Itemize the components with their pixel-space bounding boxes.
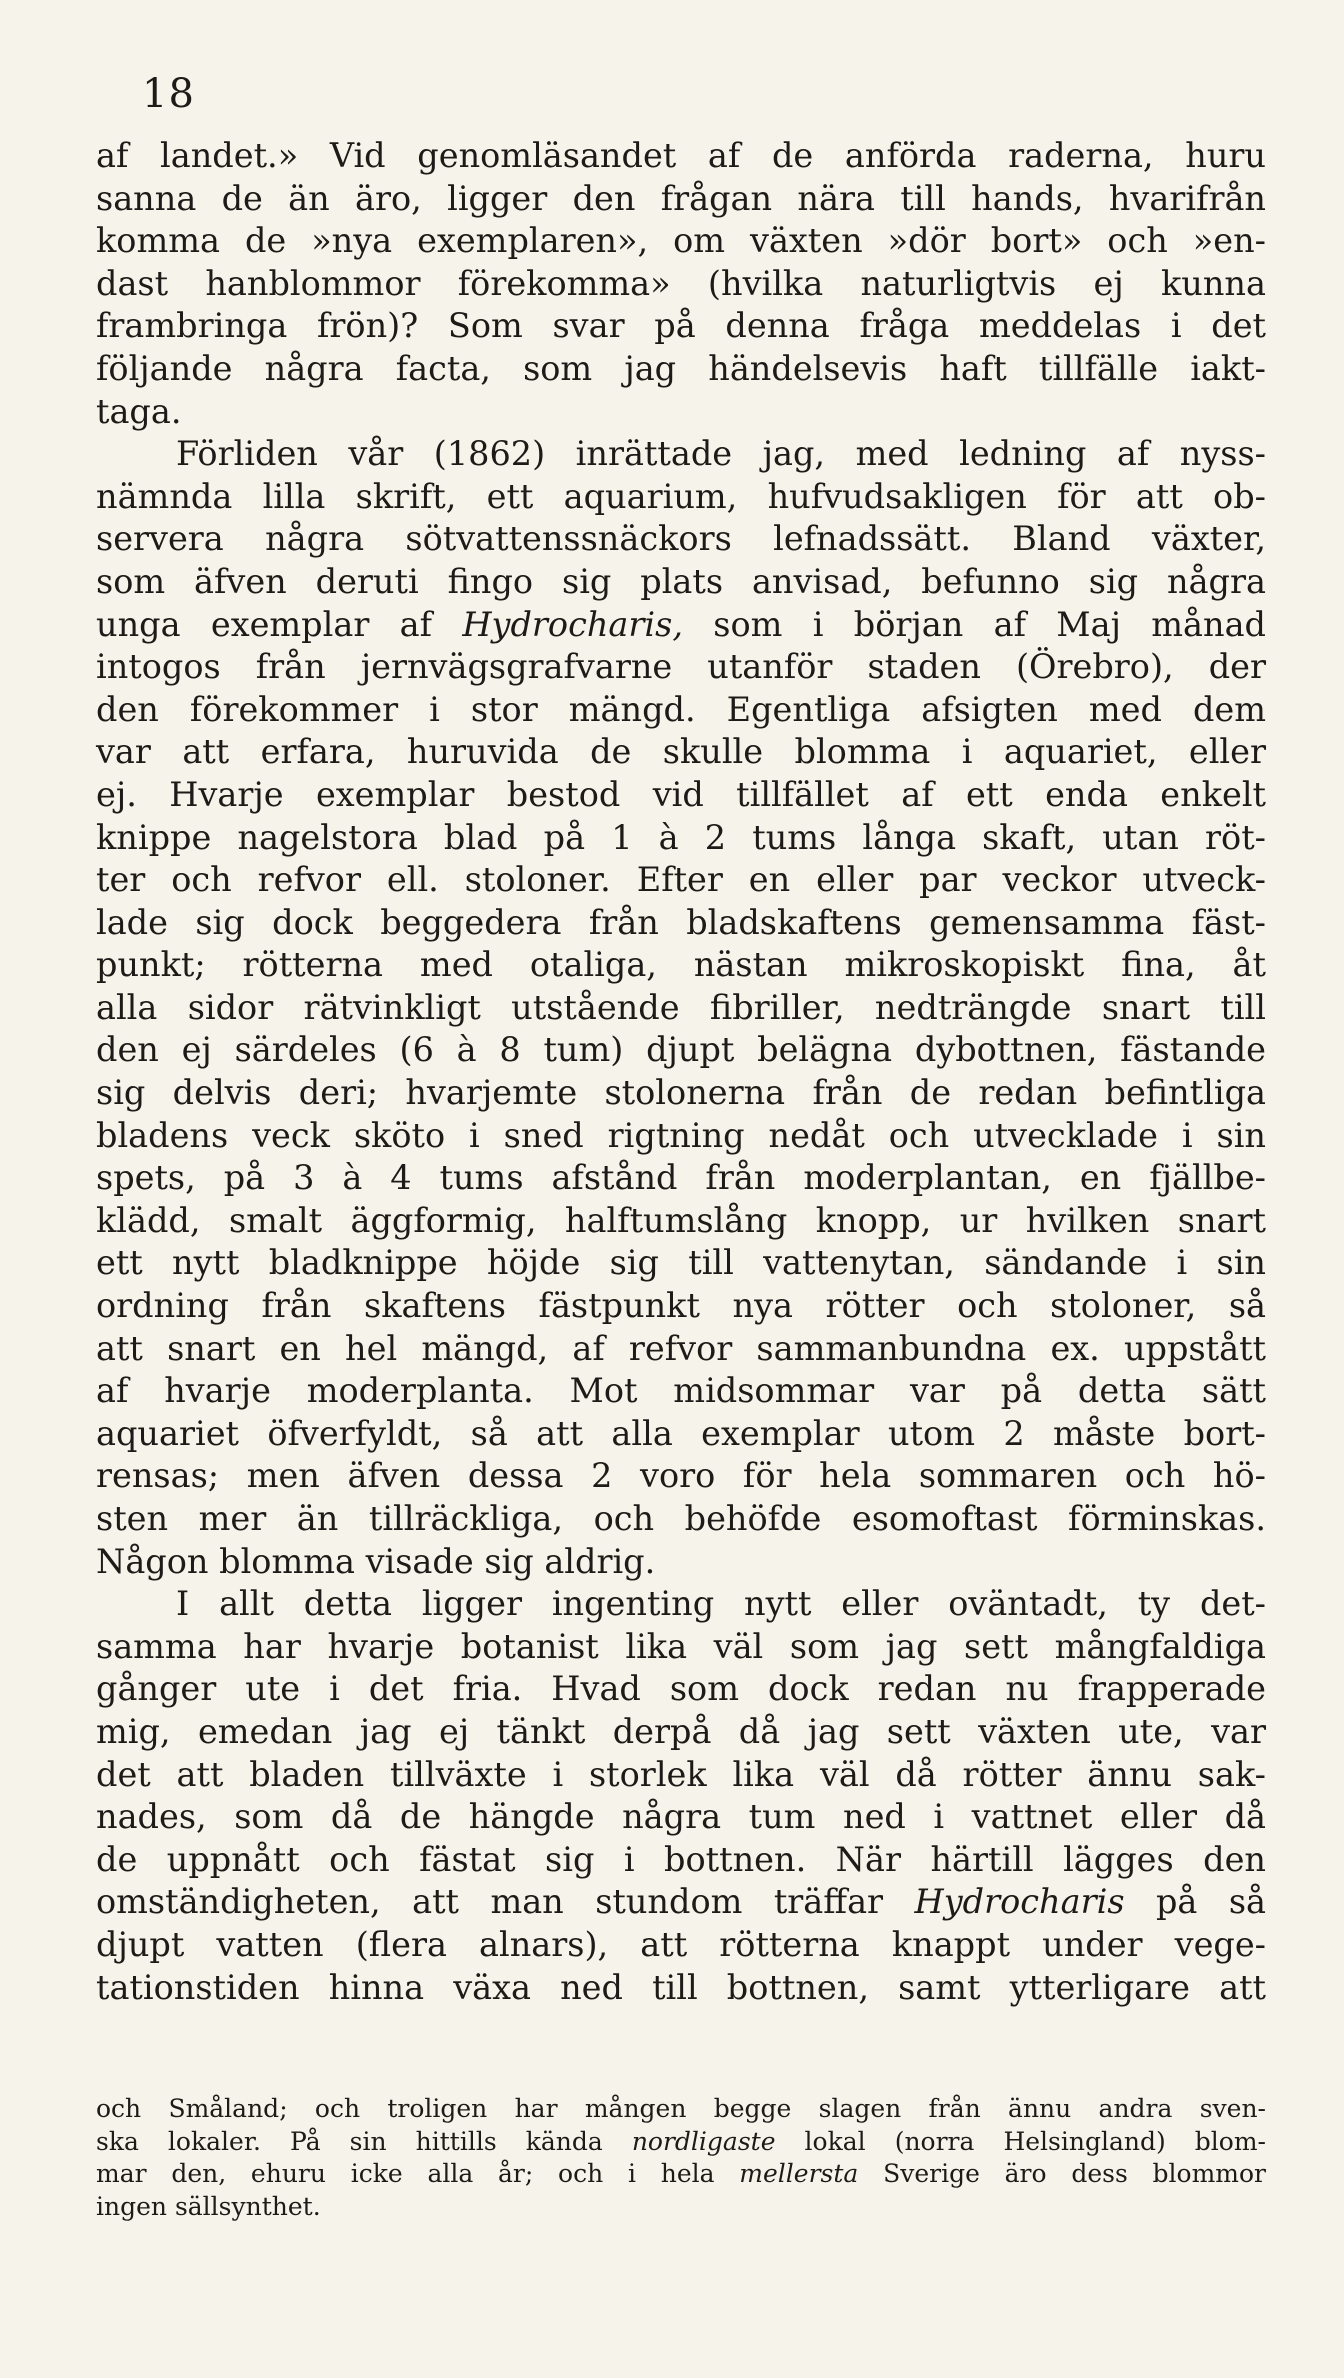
text-line: punkt; rötterna med otaliga, nästan mikroskopiskt fina, åt bbox=[96, 945, 1266, 985]
text-line: klädd, smalt äggformig, halftumslång knopp, ur hvilken snart bbox=[96, 1200, 1266, 1240]
text-line: att snart en hel mängd, af refvor sammanbundna ex. uppstått bbox=[96, 1328, 1266, 1368]
text-line: mig, emedan jag ej tänkt derpå då jag sett växten ute, var bbox=[96, 1711, 1266, 1751]
text-line: unga exemplar af Hydrocharis, som i början af Maj månad bbox=[96, 604, 1267, 644]
text-line: aquariet öfverfyldt, så att alla exemplar utom 2 måste bort- bbox=[96, 1413, 1266, 1453]
text-line: dast hanblommor förekomma» (hvilka naturligtvis ej kunna bbox=[96, 263, 1266, 303]
text-line: nades, som då de hängde några tum ned i vattnet eller då bbox=[96, 1797, 1266, 1837]
italic-term: Hydrocharis bbox=[914, 1882, 1125, 1922]
footnote-line: ingen sällsynthet. bbox=[96, 2191, 321, 2221]
text-line: bladens veck sköto i sned rigtning nedåt och utvecklade i sin bbox=[96, 1115, 1266, 1155]
text-line: följande några facta, som jag händelsevis haft tillfälle iakt- bbox=[96, 348, 1266, 388]
footnote bbox=[96, 2093, 1266, 2223]
text-line: den förekommer i stor mängd. Egentliga afsigten med dem bbox=[96, 689, 1266, 729]
text-line: gånger ute i det fria. Hvad som dock redan nu frapperade bbox=[96, 1669, 1266, 1709]
text-line: nämnda lilla skrift, ett aquarium, hufvudsakligen för att ob- bbox=[96, 476, 1266, 516]
text-line: som äfven deruti fingo sig plats anvisad, befunno sig några bbox=[96, 561, 1266, 601]
text-line: tationstiden hinna växa ned till bottnen, samt ytterligare att bbox=[96, 1967, 1266, 2007]
text-line: taga. bbox=[96, 391, 182, 431]
text-line: Någon blomma visade sig aldrig. bbox=[96, 1541, 656, 1581]
text-line: spets, på 3 à 4 tums afstånd från moderplantan, en fjällbe- bbox=[96, 1158, 1266, 1198]
text-line: de uppnått och fästat sig i bottnen. När härtill lägges den bbox=[96, 1839, 1266, 1879]
text-line: servera några sötvattenssnäckors lefnadssätt. Bland växter, bbox=[96, 519, 1266, 559]
text-line: frambringa frön)? Som svar på denna fråga meddelas i det bbox=[96, 306, 1266, 346]
text-line: ej. Hvarje exemplar bestod vid tillfället af ett enda enkelt bbox=[96, 774, 1266, 814]
italic-term: nordligaste bbox=[631, 2126, 776, 2156]
text-line: intogos från jernvägsgrafvarne utanför staden (Örebro), der bbox=[96, 647, 1266, 687]
text-line: sten mer än tillräckliga, och behöfde esomoftast förminskas. bbox=[96, 1499, 1266, 1538]
text-line: knippe nagelstora blad på 1 à 2 tums långa skaft, utan röt- bbox=[96, 817, 1266, 857]
text-line: det att bladen tillväxte i storlek lika väl då rötter ännu sak- bbox=[96, 1754, 1266, 1794]
footnote-line: och Småland; och troligen har mången begge slagen från ännu andra sven- bbox=[96, 2094, 1266, 2123]
text-line: ett nytt bladknippe höjde sig till vattenytan, sändande i sin bbox=[96, 1243, 1266, 1283]
body-text bbox=[96, 135, 1266, 2009]
text-line: omständigheten, att man stundom träffar Hydrocharis på så bbox=[96, 1882, 1266, 1922]
text-line: djupt vatten (flera alnars), att rötterna knappt under vege- bbox=[96, 1924, 1266, 1964]
page-number: 18 bbox=[142, 71, 195, 117]
text-line: sanna de än äro, ligger den frågan nära till hands, hvarifrån bbox=[96, 178, 1266, 218]
text-line: sig delvis deri; hvarjemte stolonerna från de redan befintliga bbox=[96, 1073, 1266, 1113]
text-line: var att erfara, huruvida de skulle blomma i aquariet, eller bbox=[96, 732, 1266, 772]
text-line: ter och refvor ell. stoloner. Efter en eller par veckor utveck- bbox=[96, 860, 1266, 900]
text-line: alla sidor rätvinkligt utstående fibriller, nedträngde snart till bbox=[96, 987, 1266, 1027]
text-line: ordning från skaftens fästpunkt nya rötter och stoloner, så bbox=[96, 1286, 1266, 1326]
footnote-line: mar den, ehuru icke alla år; och i hela mellersta Sverige äro dess blommor bbox=[96, 2159, 1266, 2188]
italic-term: mellersta bbox=[739, 2159, 859, 2188]
text-line: samma har hvarje botanist lika väl som jag sett mångfaldiga bbox=[96, 1626, 1266, 1666]
text-line: Förliden vår (1862) inrättade jag, med ledning af nyss- bbox=[176, 434, 1266, 474]
text-line: af landet.» Vid genomläsandet af de anförda raderna, huru bbox=[96, 136, 1266, 175]
footnote-line: ska lokaler. På sin hittills kända nordligaste lokal (norra Helsingland) blom- bbox=[96, 2126, 1266, 2156]
text-line: komma de »nya exemplaren», om växten »dör bort» och »en- bbox=[96, 221, 1266, 261]
italic-term: Hydrocharis, bbox=[462, 604, 683, 644]
text-line: rensas; men äfven dessa 2 voro för hela sommaren och hö- bbox=[96, 1456, 1266, 1496]
text-line: den ej särdeles (6 à 8 tum) djupt belägna dybottnen, fästande bbox=[96, 1030, 1266, 1070]
text-line: lade sig dock beggedera från bladskaftens gemensamma fäst- bbox=[96, 902, 1266, 942]
text-line: I allt detta ligger ingenting nytt eller oväntadt, ty det- bbox=[176, 1584, 1266, 1624]
text-line: af hvarje moderplanta. Mot midsommar var på detta sätt bbox=[96, 1371, 1266, 1411]
